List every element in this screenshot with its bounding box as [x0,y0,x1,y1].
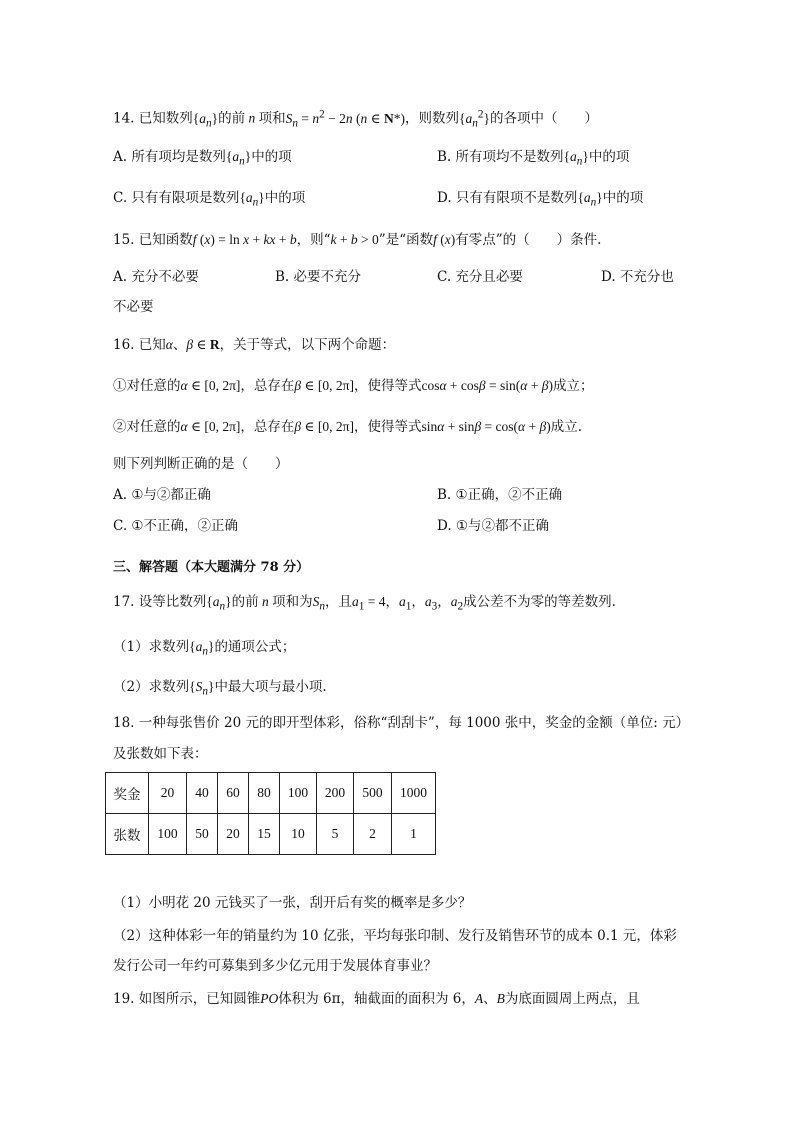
q16-option-b: B. ①正确，②不正确 [437,487,563,503]
q17-s2-a: （2）求数列 [113,679,190,695]
q16-stem [113,335,395,355]
math-n: n [245,110,259,126]
q14-stem-b: 的前 [218,110,246,127]
q14-option-c-text: C. 只有有限项是数列 [113,190,240,206]
math-alpha-range: α ∈ [0, 2π] [180,419,241,434]
q18-sub-1: （1）小明花 20 元钱买了一张，刮开后有奖的概率是多少？ [113,895,472,911]
q16-p2-d: 成立. [550,419,583,435]
table-cell: 1000 [392,773,436,814]
q19-stem-b: 体积为 6π，轴截面的面积为 6， [278,991,475,1007]
math-sn: $S_n$ [312,594,325,613]
q16-p2-a: ②对任意的 [113,419,181,435]
q16-p1-a: ①对任意的 [113,378,181,394]
prize-table [105,772,436,855]
math-alpha-beta: α、β ∈ R [165,337,220,352]
table-cell: 15 [249,814,280,855]
q19-stem-c: 为底面圆周上两点，且 [504,991,640,1007]
q14-option-a-text: A. 所有项均是数列 [113,149,226,165]
math-beta-range: β ∈ [0, 2π] [294,378,354,393]
math-set-an: $\{a_n\}$ [206,594,232,613]
table-cell: 200 [317,773,354,814]
math-set-sn: $\{S_n\}$ [189,679,215,698]
math-set-an: $\{a_n\}$ [192,110,219,130]
q14-option-a [113,147,292,172]
table-row-prize [106,773,436,814]
math-po: PO [260,991,279,1006]
q15-option-d-cont: 不必要 [113,299,154,315]
math-fx: f (x) [433,232,456,247]
q17-stem-b: 的前 [231,594,259,610]
q17-s1-b: 的通项公式； [214,639,296,655]
q18-stem-line2: 及张数如下表： [113,746,208,762]
math-function-def: f (x) = ln x + kx + b [192,232,297,247]
q17-stem [113,592,616,617]
q14-option-c [113,188,305,213]
q16-p1-d: 成立； [552,378,594,394]
table-row-count [106,814,436,855]
q14-option-tail: 中的项 [588,149,630,165]
q16-ask: 则下列判断正确的是（ ） [113,456,289,472]
math-set-an: $\{a_n\}$ [189,639,215,658]
q16-p2-c: ，使得等式 [353,419,422,435]
q17-s2-b: 中最大项与最小项. [214,679,327,695]
q14-option-b [437,147,629,172]
table-cell: 60 [218,773,249,814]
math-equation-2: sinα + sinβ = cos(α + β) [421,419,551,434]
table-cell: 10 [280,814,317,855]
q17-stem-a: 17. 设等比数列 [113,594,207,610]
table-cell: 2 [354,814,392,855]
q16-p2-b: ，总存在 [240,419,295,435]
math-alpha-range: α ∈ [0, 2π] [180,378,241,393]
q14-option-d-text: D. 只有有限项不是数列 [437,190,578,206]
section-heading: 三、解答题（本大题满分 78 分） [113,560,310,575]
q15-stem-c: ”是“函数 [378,232,434,248]
q15-stem [113,230,601,250]
table-cell: 5 [317,814,354,855]
math-beta-range: β ∈ [0, 2π] [294,419,354,434]
table-cell: 80 [249,773,280,814]
q17-stem-d: ，且 [324,594,352,610]
math-terms: $a_1 = 4$，$a_1$，$a_3$，$a_2$ [351,594,464,613]
q18-sub-2-line1: （2）这种体彩一年的销量约为 10 亿张，平均每张印制、发行及销售环节的成本 0.1 元，体彩 [113,928,677,944]
math-set-an: $\{a_n\}$ [577,190,603,209]
table-cell: 500 [354,773,392,814]
q18-sub-2-line2: 发行公司一年约可募集到多少亿元用于发展体育事业？ [113,958,437,974]
table-cell: 50 [187,814,218,855]
math-set-an: $\{a_n\}$ [563,149,589,168]
q17-s1-a: （1）求数列 [113,639,190,655]
q14-stem [113,104,598,133]
table-cell: 1 [392,814,436,855]
table-row-header: 奖金 [106,773,149,814]
q17-sub-2 [113,677,327,702]
q15-option-d: D. 不充分也 [601,269,674,285]
q14-option-tail: 中的项 [602,190,644,206]
table-row-header: 张数 [106,814,149,855]
table-cell: 100 [149,814,187,855]
q15-option-c: C. 充分且必要 [437,269,523,285]
table-cell: 20 [149,773,187,814]
q17-sub-1 [113,637,295,662]
math-set-an: $\{a_n\}$ [239,190,265,209]
q16-p1-b: ，总存在 [240,378,295,394]
q14-option-tail: 中的项 [264,190,306,206]
q14-stem-e: 的各项中（ ） [489,110,598,127]
q17-stem-c: 项和为 [272,594,313,610]
q16-option-a: A. ①与②都正确 [113,487,211,503]
math-sn-formula: $S_n = n^2 - 2n$ (n ∈ N*) [285,108,405,130]
math-set-an: $\{a_n\}$ [225,149,252,168]
math-condition: k + b > 0 [330,232,379,247]
q16-p1-c: ，使得等式 [353,378,422,394]
q16-proposition-2 [113,417,582,437]
q16-stem-b: ，关于等式，以下两个命题： [219,337,396,353]
q18-stem-line1: 18. 一种每张售价 20 元的即开型体彩，俗称“刮刮卡”，每 1000 张中，奖金的金额（单位: 元） [113,715,690,731]
q16-option-d: D. ①与②都不正确 [437,518,550,534]
q14-stem-c: 项和 [258,110,286,127]
math-n: n [258,594,273,609]
table-cell: 20 [218,814,249,855]
math-points-ab: A、B [474,991,505,1006]
q16-option-c: C. ①不正确，②正确 [113,518,239,534]
q14-option-b-text: B. 所有项均不是数列 [437,149,564,165]
math-equation-1: cosα + cosβ = sin(α + β) [421,378,553,393]
q17-stem-e: 成公差不为零的等差数列. [463,594,616,610]
q14-option-d [437,188,643,213]
table-cell: 40 [187,773,218,814]
math-set-an2: $\{a_n^2\}$ [458,108,490,130]
q16-proposition-1 [113,376,593,396]
q15-option-a: A. 充分不必要 [113,269,199,285]
q15-stem-b: ，则“ [296,232,331,248]
q14-stem-d: ，则数列 [404,110,459,127]
table-cell: 100 [280,773,317,814]
q19-stem [113,989,640,1009]
q19-stem-a: 19. 如图所示，已知圆锥 [113,991,261,1007]
q15-stem-d: 有零点”的（ ）条件. [455,232,602,248]
q14-option-tail: 中的项 [251,149,292,165]
q15-option-b: B. 必要不充分 [275,269,362,285]
q15-stem-a: 15. 已知函数 [113,232,193,248]
q14-stem-a: 14. 已知数列 [113,110,193,127]
q16-stem-a: 16. 已知 [113,337,166,353]
